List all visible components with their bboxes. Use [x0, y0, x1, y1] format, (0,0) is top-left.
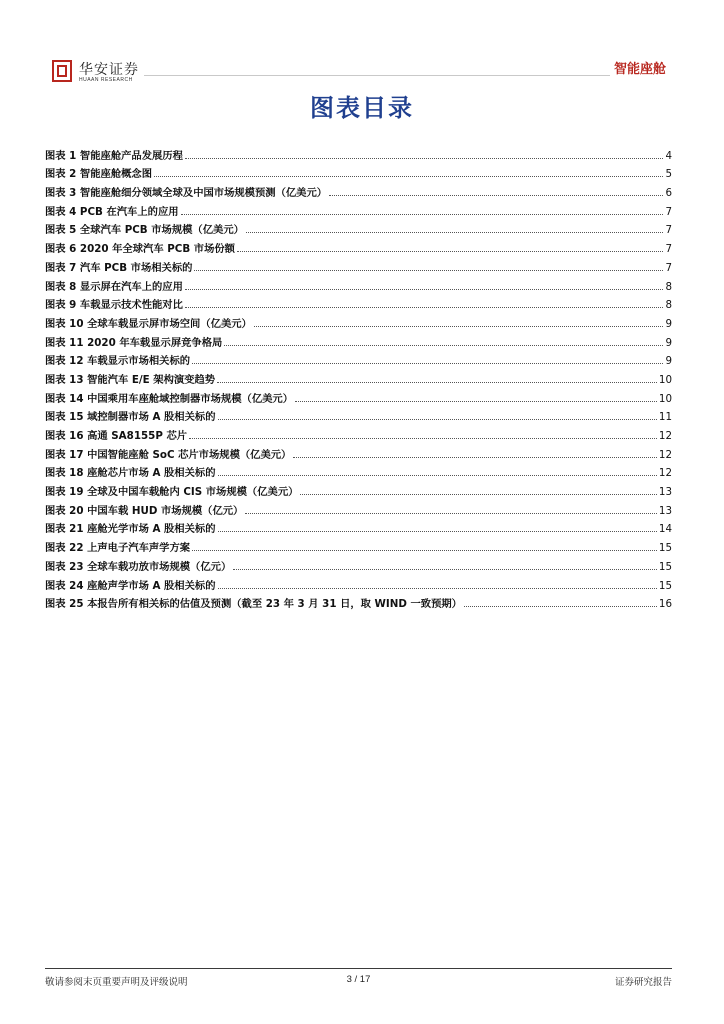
toc-leader-dots [224, 345, 663, 346]
logo-subtext: HUAAN RESEARCH [79, 77, 133, 83]
toc-entry-page[interactable]: 8 [665, 299, 672, 312]
page-footer [45, 974, 672, 990]
toc-entry[interactable] [45, 330, 672, 349]
toc-entry-label[interactable]: 图表 13 智能汽车 E/E 架构演变趋势 [45, 373, 216, 386]
toc-leader-dots [181, 214, 664, 215]
toc-entry-page[interactable]: 11 [658, 411, 672, 424]
toc-entry[interactable] [45, 274, 672, 293]
toc-entry[interactable] [45, 255, 672, 274]
toc-entry[interactable] [45, 517, 672, 536]
toc-entry-page[interactable]: 7 [665, 243, 672, 256]
toc-entry[interactable] [45, 479, 672, 498]
toc-entry-page[interactable]: 7 [665, 224, 672, 237]
section-tag: 智能座舱 [610, 58, 666, 77]
toc-entry-page[interactable]: 16 [658, 598, 672, 611]
toc-leader-dots [192, 363, 663, 364]
toc-entry-page[interactable]: 10 [658, 392, 672, 405]
footer-rule [45, 968, 672, 969]
toc-entry-label[interactable]: 图表 6 2020 年全球汽车 PCB 市场份额 [45, 243, 235, 256]
toc-entry-label[interactable]: 图表 7 汽车 PCB 市场相关标的 [45, 261, 193, 274]
toc-leader-dots [300, 494, 656, 495]
toc-leader-dots [154, 176, 663, 177]
toc-leader-dots [254, 326, 664, 327]
toc-entry[interactable] [45, 386, 672, 405]
toc-entry-label[interactable]: 图表 5 全球汽车 PCB 市场规模（亿美元） [45, 224, 244, 237]
toc-entry-page[interactable]: 15 [658, 542, 672, 555]
toc-entry-page[interactable]: 9 [665, 336, 672, 349]
toc-leader-dots [464, 606, 657, 607]
toc-leader-dots [295, 401, 657, 402]
toc-entry-page[interactable]: 9 [665, 317, 672, 330]
toc-entry-label[interactable]: 图表 18 座舱芯片市场 A 股相关标的 [45, 467, 216, 480]
toc-entry[interactable] [45, 349, 672, 368]
toc-leader-dots [194, 270, 663, 271]
toc-leader-dots [185, 158, 664, 159]
toc-entry[interactable] [45, 199, 672, 218]
toc-entry-page[interactable]: 4 [665, 149, 672, 162]
toc-entry[interactable] [45, 218, 672, 237]
toc-entry-page[interactable]: 14 [658, 523, 672, 536]
table-of-figures [45, 143, 672, 610]
page-indicator: 3 / 17 [346, 974, 371, 985]
toc-entry-label[interactable]: 图表 1 智能座舱产品发展历程 [45, 149, 183, 162]
toc-entry-page[interactable]: 6 [665, 187, 672, 200]
toc-entry-page[interactable]: 10 [658, 373, 672, 386]
logo-text: 华安证券 [79, 62, 139, 78]
toc-leader-dots [233, 569, 657, 570]
toc-leader-dots [218, 419, 657, 420]
toc-entry[interactable] [45, 311, 672, 330]
toc-entry-label[interactable]: 图表 2 智能座舱概念图 [45, 168, 153, 181]
toc-entry-label[interactable]: 图表 9 车载显示技术性能对比 [45, 299, 183, 312]
huaan-logo-icon [52, 60, 72, 82]
toc-entry[interactable] [45, 423, 672, 442]
toc-entry-page[interactable]: 12 [658, 467, 672, 480]
report-type: 证券研究报告 [614, 977, 672, 988]
toc-entry-label[interactable]: 图表 15 域控制器市场 A 股相关标的 [45, 411, 216, 424]
toc-leader-dots [237, 251, 663, 252]
toc-entry[interactable] [45, 554, 672, 573]
toc-leader-dots [245, 513, 657, 514]
toc-entry[interactable] [45, 498, 672, 517]
toc-entry-label[interactable]: 图表 17 中国智能座舱 SoC 芯片市场规模（亿美元） [45, 448, 292, 461]
disclaimer-note: 敬请参阅末页重要声明及评级说明 [45, 977, 188, 988]
toc-entry-label[interactable]: 图表 11 2020 年车载显示屏竞争格局 [45, 336, 223, 349]
toc-leader-dots [218, 475, 657, 476]
toc-entry-page[interactable]: 7 [665, 205, 672, 218]
toc-entry[interactable] [45, 143, 672, 162]
toc-entry[interactable] [45, 293, 672, 312]
toc-leader-dots [189, 438, 657, 439]
toc-leader-dots [246, 232, 664, 233]
page-header [52, 58, 666, 86]
toc-entry[interactable] [45, 461, 672, 480]
toc-entry-label[interactable]: 图表 24 座舱声学市场 A 股相关标的 [45, 579, 216, 592]
toc-entry-page[interactable]: 12 [658, 448, 672, 461]
toc-entry-page[interactable]: 13 [658, 504, 672, 517]
toc-entry-page[interactable]: 9 [665, 355, 672, 368]
toc-entry-label[interactable]: 图表 10 全球车载显示屏市场空间（亿美元） [45, 317, 252, 330]
toc-entry-label[interactable]: 图表 25 本报告所有相关标的估值及预测（截至 23 年 3 月 31 日，取 WIND 一致预期） [45, 598, 462, 611]
toc-entry[interactable] [45, 592, 672, 611]
header-rule [144, 75, 666, 76]
toc-leader-dots [329, 195, 663, 196]
toc-leader-dots [192, 550, 657, 551]
toc-entry[interactable] [45, 535, 672, 554]
toc-leader-dots [218, 531, 657, 532]
toc-entry-label[interactable]: 图表 22 上声电子汽车声学方案 [45, 542, 191, 555]
toc-entry-label[interactable]: 图表 21 座舱光学市场 A 股相关标的 [45, 523, 216, 536]
toc-entry[interactable] [45, 573, 672, 592]
toc-entry-page[interactable]: 15 [658, 560, 672, 573]
toc-entry-label[interactable]: 图表 12 车载显示市场相关标的 [45, 355, 191, 368]
toc-entry-page[interactable]: 13 [658, 486, 672, 499]
toc-entry[interactable] [45, 162, 672, 181]
toc-leader-dots [185, 289, 664, 290]
toc-entry-page[interactable]: 8 [665, 280, 672, 293]
toc-entry-page[interactable]: 15 [658, 579, 672, 592]
toc-entry-label[interactable]: 图表 20 中国车载 HUD 市场规模（亿元） [45, 504, 244, 517]
toc-leader-dots [293, 457, 657, 458]
toc-entry-label[interactable]: 图表 4 PCB 在汽车上的应用 [45, 205, 179, 218]
toc-entry[interactable] [45, 442, 672, 461]
toc-entry[interactable] [45, 405, 672, 424]
toc-leader-dots [185, 307, 664, 308]
toc-entry-page[interactable]: 7 [665, 261, 672, 274]
page-title: 图表目录 [310, 94, 414, 122]
toc-leader-dots [218, 588, 657, 589]
toc-entry[interactable] [45, 236, 672, 255]
toc-entry[interactable] [45, 180, 672, 199]
toc-leader-dots [217, 382, 657, 383]
toc-entry-label[interactable]: 图表 8 显示屏在汽车上的应用 [45, 280, 183, 293]
toc-entry-label[interactable]: 图表 3 智能座舱细分领域全球及中国市场规模预测（亿美元） [45, 187, 328, 200]
toc-entry[interactable] [45, 367, 672, 386]
toc-entry-page[interactable]: 12 [658, 430, 672, 442]
toc-entry-label[interactable]: 图表 14 中国乘用车座舱域控制器市场规模（亿美元） [45, 392, 294, 405]
toc-entry-label[interactable]: 图表 16 高通 SA8155P 芯片 [45, 430, 188, 442]
toc-entry-label[interactable]: 图表 23 全球车载功放市场规模（亿元） [45, 560, 232, 573]
toc-entry-label[interactable]: 图表 19 全球及中国车载舱内 CIS 市场规模（亿美元） [45, 486, 299, 499]
toc-entry-page[interactable]: 5 [665, 168, 672, 181]
